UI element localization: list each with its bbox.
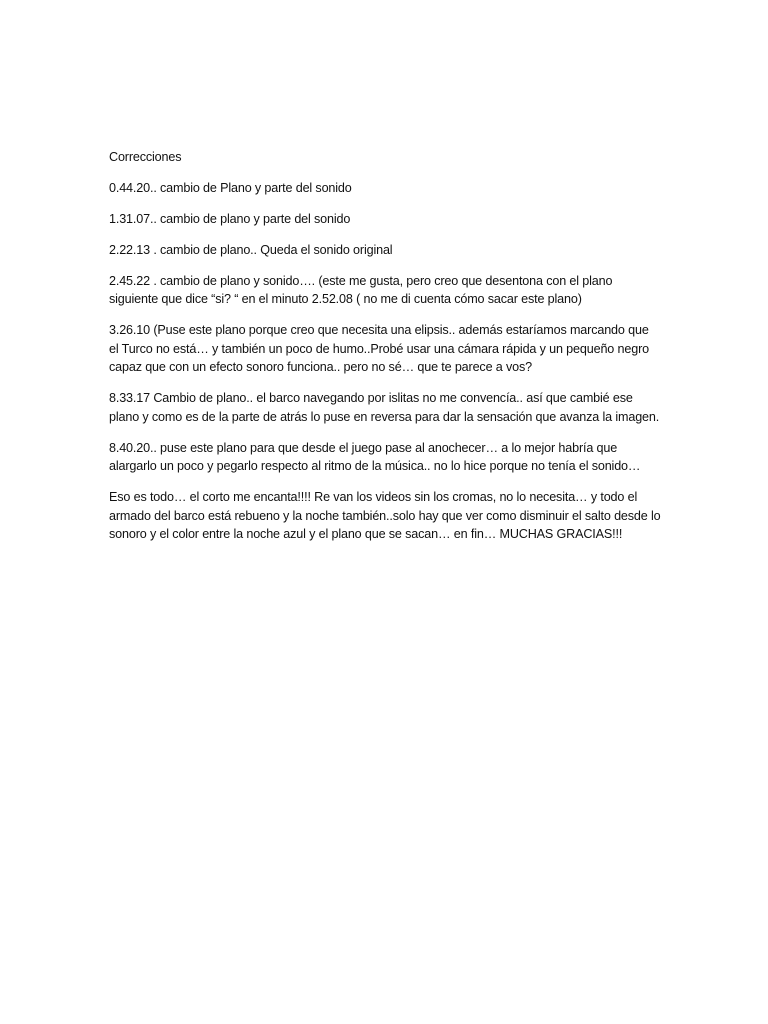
document-body (109, 148, 661, 556)
closing-paragraph: Eso es todo… el corto me encanta!!!! Re van los videos sin los cromas, no lo necesita… y todo el armado del barco está rebueno y la noche también..solo hay que ver como disminuir el salto desde lo sonoro y el color entre la noche azul y el plano que se sacan… en fin… MUCHAS GRACIAS!!! (109, 490, 661, 541)
correction-paragraph: 3.26.10 (Puse este plano porque creo que necesita una elipsis.. además estaríamos marcando que el Turco no está… y también un poco de humo..Probé usar una cámara rápida y un pequeño negro capaz que con un efecto sonoro funciona.. pero no sé… que te parece a vos? (109, 323, 649, 374)
correction-paragraph: 2.45.22 . cambio de plano y sonido…. (este me gusta, pero creo que desentona con el plano siguiente que dice “si? “ en el minuto 2.52.08 ( no me di cuenta cómo sacar este plano) (109, 273, 613, 306)
correction-paragraph: 8.40.20.. puse este plano para que desde el juego pase al anochecer… a lo mejor habría que alargarlo un poco y pegarlo respecto al ritmo de la música.. no lo hice porque no tenía el sonido… (109, 440, 641, 473)
correction-paragraph: 8.33.17 Cambio de plano.. el barco navegando por islitas no me convencía.. así que cambié ese plano y como es de la parte de atrás lo puse en reversa para dar la sensación que avanza la imagen. (109, 391, 660, 424)
correction-paragraph: 1.31.07.. cambio de plano y parte del sonido (109, 211, 351, 226)
correction-paragraph: 0.44.20.. cambio de Plano y parte del sonido (109, 180, 352, 195)
correction-paragraph: 2.22.13 . cambio de plano.. Queda el sonido original (109, 242, 393, 257)
document-title: Correcciones (109, 150, 182, 164)
